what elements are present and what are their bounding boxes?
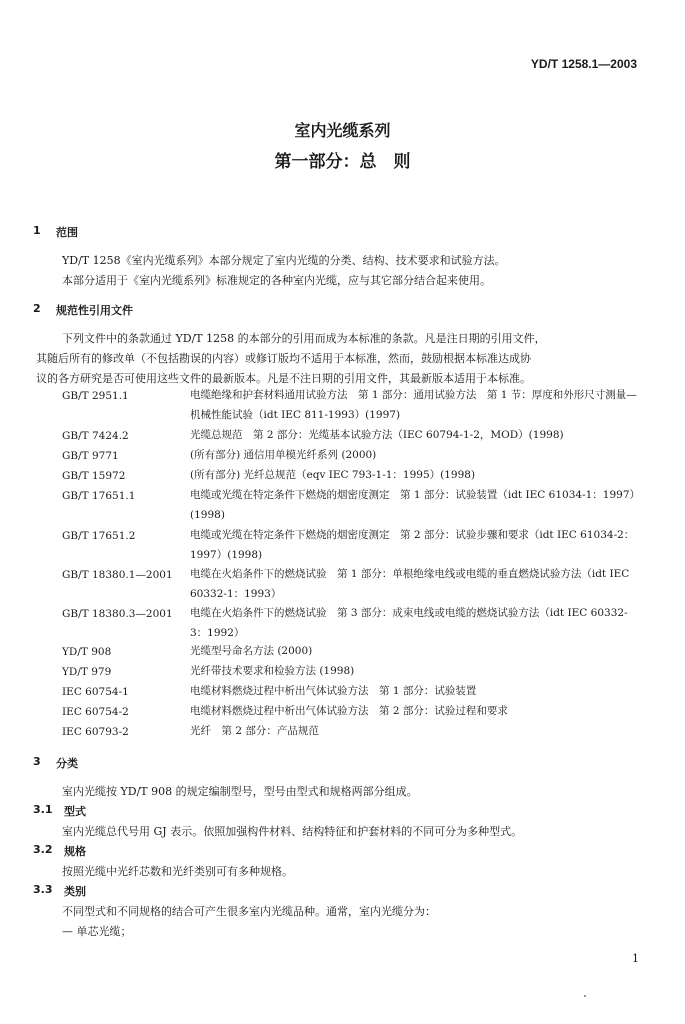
section-1-paragraph-2: 本部分适用于《室内光缆系列》标准规定的各种室内光缆，应与其它部分结合起来使用。 (62, 274, 491, 287)
section-3-3-list-item: — 单芯光缆； (62, 925, 132, 938)
section-3-1-heading: 型式 (64, 805, 86, 818)
reference-title: 电缆绝缘和护套材料通用试验方法 第 1 部分：通用试验方法 第 1 节：厚度和外形尺寸测量—机械性能试验（idt IEC 811-1993）(1997) (190, 389, 637, 421)
reference-code: GB/T 7424.2 (62, 430, 129, 442)
reference-title: 电缆材料燃烧过程中析出气体试验方法 第 1 部分：试验装置 (190, 685, 477, 697)
reference-title: 电缆或光缆在特定条件下燃烧的烟密度测定 第 2 部分：试验步骤和要求（idt IEC 61034-2：1997）(1998) (190, 529, 635, 561)
reference-code: YD/T 908 (62, 646, 112, 658)
reference-code: GB/T 18380.3—2001 (62, 608, 173, 620)
section-1-paragraph-1: YD/T 1258《室内光缆系列》本部分规定了室内光缆的分类、结构、技术要求和试验方法。 (62, 254, 506, 267)
section-2-intro-line-2: 其随后所有的修改单（不包括勘误的内容）或修订版均不适用于本标准，然而，鼓励根据本标准达成协 (36, 352, 531, 365)
section-3-1-text: 室内光缆总代号用 GJ 表示。依照加强构件材料、结构特征和护套材料的不同可分为多种型式。 (62, 825, 523, 838)
scan-speck (584, 995, 586, 997)
reference-code: GB/T 17651.1 (62, 490, 136, 502)
reference-code: YD/T 979 (62, 666, 112, 678)
section-2-heading: 规范性引用文件 (56, 304, 133, 317)
standard-number: YD/T 1258.1—2003 (530, 57, 637, 71)
reference-title: 电缆材料燃烧过程中析出气体试验方法 第 2 部分：试验过程和要求 (190, 705, 508, 717)
page-number: 1 (632, 952, 639, 965)
reference-code: GB/T 9771 (62, 450, 119, 462)
section-3-number: 3 (33, 755, 41, 768)
reference-code: IEC 60793-2 (62, 726, 129, 738)
reference-title: 光缆总规范 第 2 部分：光缆基本试验方法（IEC 60794-1-2，MOD）(1998) (190, 429, 564, 441)
section-3-3-heading: 类别 (64, 885, 86, 898)
reference-title: 光纤带技术要求和检验方法 (1998) (190, 665, 355, 677)
reference-title: 电缆在火焰条件下的燃烧试验 第 3 部分：成束电线或电缆的燃烧试验方法（idt IEC 60332-3：1992） (190, 607, 628, 639)
reference-code: GB/T 17651.2 (62, 530, 136, 542)
section-3-paragraph: 室内光缆按 YD/T 908 的规定编制型号，型号由型式和规格两部分组成。 (62, 785, 418, 798)
document-title: 室内光缆系列 (294, 121, 391, 140)
section-3-3-text: 不同型式和不同规格的结合可产生很多室内光缆品种。通常，室内光缆分为： (62, 905, 436, 918)
reference-title: 光纤 第 2 部分：产品规范 (190, 725, 319, 737)
section-1-heading: 范围 (56, 226, 78, 239)
reference-title: 电缆在火焰条件下的燃烧试验 第 1 部分：单根绝缘电线或电缆的垂直燃烧试验方法（idt IEC 60332-1：1993） (190, 568, 630, 600)
reference-code: GB/T 18380.1—2001 (62, 569, 173, 581)
section-3-2-number: 3.2 (33, 843, 53, 856)
reference-code: GB/T 15972 (62, 470, 126, 482)
section-3-2-text: 按照光缆中光纤芯数和光纤类别可有多种规格。 (62, 865, 293, 878)
section-1-number: 1 (33, 224, 41, 237)
reference-title: (所有部分) 光纤总规范（eqv IEC 793-1-1：1995）(1998) (190, 469, 476, 481)
section-2-number: 2 (33, 302, 41, 315)
section-3-3-number: 3.3 (33, 883, 53, 896)
section-2-intro-line-3: 议的各方研究是否可使用这些文件的最新版本。凡是不注日期的引用文件，其最新版本适用于本标准。 (36, 372, 531, 385)
reference-code: IEC 60754-1 (62, 686, 129, 698)
reference-title: (所有部分) 通信用单模光纤系列 (2000) (190, 449, 377, 461)
reference-title: 电缆或光缆在特定条件下燃烧的烟密度测定 第 1 部分：试验装置（idt IEC 61034-1：1997）(1998) (190, 489, 635, 521)
reference-code: GB/T 2951.1 (62, 390, 129, 402)
section-2-intro-line-1: 下列文件中的条款通过 YD/T 1258 的本部分的引用而成为本标准的条款。凡是注日期的引用文件， (62, 332, 546, 345)
document-subtitle: 第一部分：总 则 (274, 152, 411, 172)
section-3-2-heading: 规格 (64, 845, 86, 858)
reference-title: 光缆型号命名方法 (2000) (190, 645, 313, 657)
section-3-heading: 分类 (56, 757, 78, 770)
reference-code: IEC 60754-2 (62, 706, 129, 718)
section-3-1-number: 3.1 (33, 803, 53, 816)
